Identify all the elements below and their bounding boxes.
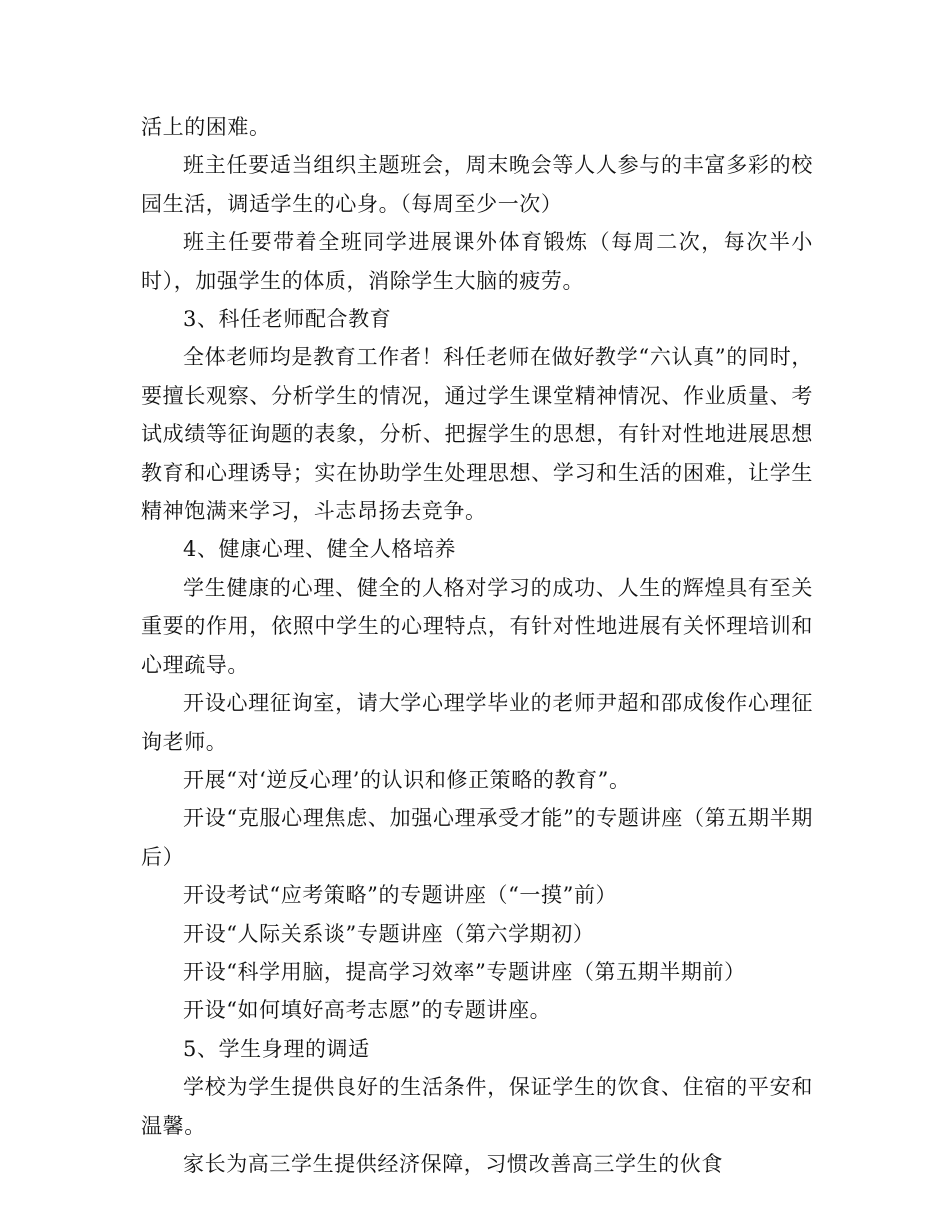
paragraph-theme-class-meeting: 班主任要适当组织主题班会，周末晚会等人人参与的丰富多彩的校园生活，调适学生的心身。（每周至少一次）	[141, 153, 813, 216]
document-body	[141, 108, 813, 1183]
section-heading-5: 5、学生身理的调适	[183, 1036, 370, 1061]
paragraph-parents-support: 家长为高三学生提供经济保障，习惯改善高三学生的伙食	[183, 1151, 723, 1176]
paragraph-application-lecture: 开设“如何填好高考志愿”的专题讲座。	[183, 998, 552, 1023]
section-heading-4: 4、健康心理、健全人格培养	[183, 537, 457, 562]
paragraph-brain-efficiency-lecture: 开设“科学用脑，提高学习效率”专题讲座（第五期半期前）	[183, 959, 746, 984]
paragraph-exam-strategy-lecture: 开设考试“应考策略”的专题讲座（“一摸”前）	[183, 883, 618, 908]
paragraph-relationships-lecture: 开设“人际关系谈”专题讲座（第六学期初）	[183, 921, 595, 946]
section-heading-3: 3、科任老师配合教育	[183, 307, 392, 332]
paragraph-anxiety-lecture: 开设“克服心理焦虑、加强心理承受才能”的专题讲座（第五期半期后）	[141, 806, 813, 869]
paragraph-subject-teachers: 全体老师均是教育工作者！科任老师在做好教学“六认真”的同时，要擅长观察、分析学生的情况，通过学生课堂精神情况、作业质量、考试成绩等征询题的表象，分析、把握学生的思想，有针对性地进展思想教育和心理诱导；实在协助学生处理思想、学习和生活的困难，让学生精神饱满来学习，斗志昂扬去竞争。	[141, 345, 813, 524]
paragraph-healthy-psychology: 学生健康的心理、健全的人格对学习的成功、人生的辉煌具有至关重要的作用，依照中学生的心理特点，有针对性地进展有关怀理培训和心理疏导。	[141, 575, 813, 677]
paragraph-physical-exercise: 班主任要带着全班同学进展课外体育锻炼（每周二次，每次半小时），加强学生的体质，消除学生大脑的疲劳。	[141, 230, 813, 293]
paragraph-continuation: 活上的困难。	[141, 115, 271, 139]
paragraph-living-conditions: 学校为学生提供良好的生活条件，保证学生的饮食、住宿的平安和温馨。	[141, 1075, 813, 1138]
paragraph-rebellious-psychology: 开展“对‘逆反心理’的认识和修正策略的教育”。	[183, 767, 631, 792]
paragraph-counseling-room: 开设心理征询室，请大学心理学毕业的老师尹超和邵成俊作心理征询老师。	[141, 691, 813, 754]
